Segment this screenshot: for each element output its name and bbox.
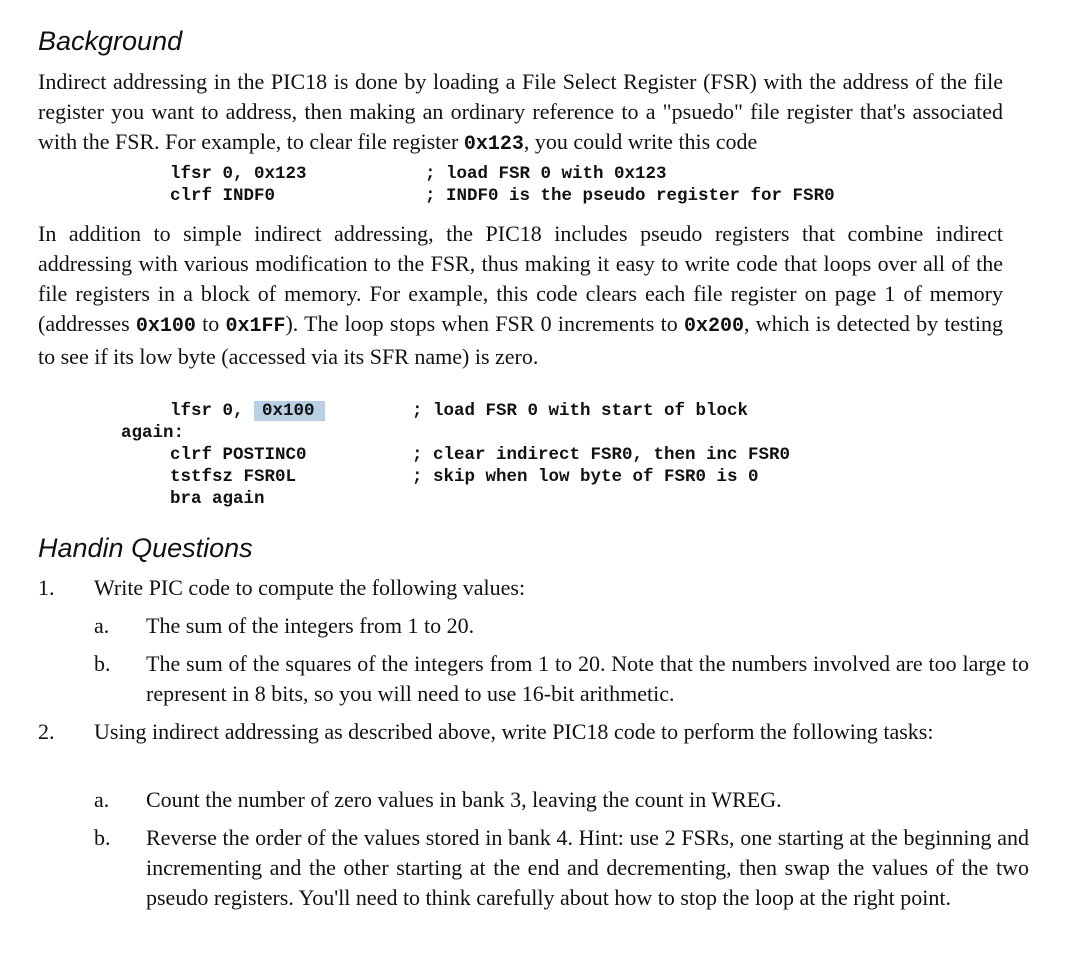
- q1a-item: [94, 611, 1029, 641]
- code2-line2-instr: clrf POSTINC0: [170, 445, 307, 465]
- q2-text: Using indirect addressing as described above, write PIC18 code to perform the following tasks:: [94, 719, 934, 744]
- q2b-letter: b.: [94, 825, 111, 850]
- handin-heading: Handin Questions: [38, 533, 253, 563]
- para2: [38, 219, 1003, 372]
- q1-text: Write PIC code to compute the following values:: [94, 575, 526, 600]
- background-heading: Background: [38, 26, 183, 56]
- para2-text1: In addition to simple indirect addressing, the PIC18 includes pseudo registers that combine indirect addressing with various modification to the FSR, thus making it easy to write code that loops over all of the file registers in a block of memory. For example, this code clears each file register on page 1 of memory (addresses: [38, 221, 1003, 336]
- code1-line2-comment: ; INDF0 is the pseudo register for FSR0: [425, 186, 835, 206]
- code2-line1-highlight: 0x100: [254, 401, 325, 421]
- q2a-letter: a.: [94, 787, 110, 812]
- para2-code2: 0x1FF: [225, 315, 286, 338]
- code2-line1: [170, 400, 325, 422]
- q1a-text: The sum of the integers from 1 to 20.: [146, 613, 475, 638]
- q1b-text: The sum of the squares of the integers from 1 to 20. Note that the numbers involved are too large to represent in 8 bits, so you will need to use 16-bit arithmetic.: [146, 651, 1029, 706]
- q2-number: 2.: [38, 719, 55, 744]
- para2-code1: 0x100: [135, 315, 196, 338]
- intro-paragraph: [38, 67, 1003, 160]
- q1b-letter: b.: [94, 651, 111, 676]
- q2a-item: [94, 785, 1029, 815]
- para2-code3: 0x200: [683, 315, 744, 338]
- q2a-text: Count the number of zero values in bank 3, leaving the count in WREG.: [146, 787, 782, 812]
- code2-line3-instr: tstfsz FSR0L: [170, 467, 297, 487]
- code2-label: again:: [121, 423, 185, 443]
- q2b-text: Reverse the order of the values stored in bank 4. Hint: use 2 FSRs, one starting at the beginning and incrementing and the other starting at the end and decrementing, then swap the values of the two pseudo registers. You'll need to think carefully about how to stop the loop at the right point.: [146, 825, 1029, 910]
- q2b-item: [94, 823, 1029, 913]
- para2-text4: , which is detected by testing to see if its low byte (accessed via its SFR name) is zero.: [38, 311, 1003, 369]
- q1-number: 1.: [38, 575, 55, 600]
- q1b-item: [94, 649, 1029, 709]
- code2-line2-comment: ; clear indirect FSR0, then inc FSR0: [412, 445, 791, 465]
- para2-text3: ). The loop stops when FSR 0 increments to: [285, 311, 684, 336]
- code1-line1-instr: lfsr 0, 0x123: [170, 164, 307, 184]
- q1a-letter: a.: [94, 613, 110, 638]
- code2-line1-instr: lfsr 0,: [170, 401, 244, 421]
- code1-line2-instr: clrf INDF0: [170, 186, 276, 206]
- intro-code-value: 0x123: [463, 133, 524, 156]
- para2-text2: to: [195, 311, 226, 336]
- code1-line1-comment: ; load FSR 0 with 0x123: [425, 164, 667, 184]
- code2-line1-comment: ; load FSR 0 with start of block: [412, 401, 749, 421]
- code2-line3-comment: ; skip when low byte of FSR0 is 0: [412, 467, 759, 487]
- intro-text-before: Indirect addressing in the PIC18 is done by loading a File Select Register (FSR) with the address of the file register you want to address, then making an ordinary reference to a "psuedo" file register that's associated with the FSR. For example, to clear file register: [38, 69, 1003, 154]
- code2-line4-instr: bra again: [170, 489, 265, 509]
- intro-text-after: , you could write this code: [523, 129, 758, 154]
